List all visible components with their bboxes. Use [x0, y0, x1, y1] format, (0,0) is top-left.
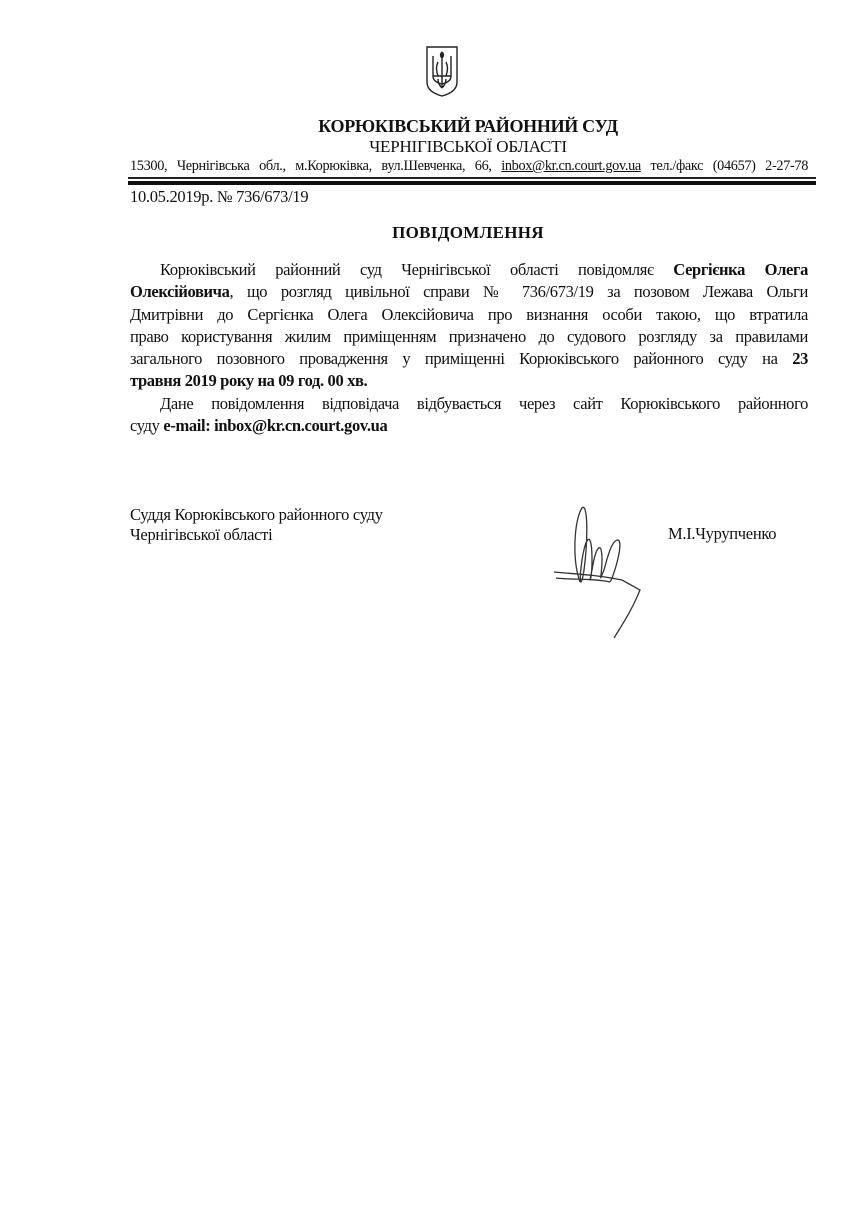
body-line [130, 370, 808, 392]
judge-position-line1: Суддя Корюківського районного суду [130, 505, 383, 524]
court-name: КОРЮКІВСЬКИЙ РАЙОННИЙ СУД [318, 116, 618, 136]
body-line [130, 415, 808, 437]
body-text: загального позовного провадження у приміщенні Корюківського районного суду на [130, 349, 793, 369]
judge-name: М.І.Чурупченко [668, 524, 777, 543]
bold-text: травня 2019 року на 09 год. 00 хв. [130, 371, 368, 391]
court-address [130, 158, 808, 175]
body-text: право користування жилим приміщенням призначено до судового розгляду за правилами [130, 326, 808, 346]
header-divider-thin [128, 177, 816, 179]
court-region: ЧЕРНІГІВСЬКОЇ ОБЛАСТІ [369, 137, 567, 156]
bold-text: e-mail: inbox@kr.cn.court.gov.ua [163, 416, 388, 436]
trident-emblem-icon [424, 44, 460, 98]
body-line [130, 393, 808, 415]
bold-text: Олексійовича [130, 282, 230, 302]
body-text: Дмитрівни до Сергієнка Олега Олексійовича про визнання особи такою, що втратила [130, 304, 808, 324]
address-text: 15300, Чернігівська обл., м.Корюківка, вул.Шевченка, 66, [130, 158, 502, 174]
document-title: ПОВІДОМЛЕННЯ [392, 223, 544, 242]
body-text: Дане повідомлення відповідача відбувається через сайт Корюківського районного [160, 393, 808, 413]
bold-text: Сергієнка Олега [673, 260, 809, 279]
body-line [130, 304, 808, 326]
body-line [130, 281, 808, 303]
body-line [130, 259, 808, 281]
header-divider-thick [128, 181, 816, 185]
notice-body [130, 259, 808, 437]
bold-text: 23 [792, 349, 808, 369]
judge-position [130, 505, 383, 545]
handwritten-signature [552, 500, 647, 640]
phone-text: тел./факс (04657) 2-27-78 [640, 158, 808, 174]
document-reference: 10.05.2019р. № 736/673/19 [130, 187, 309, 206]
body-text: суду [130, 416, 164, 436]
body-line [130, 326, 808, 348]
judge-position-line2: Чернігівської області [130, 525, 273, 544]
body-text: , що розгляд цивільної справи № 736/673/19 за позовом Лежава Ольги [229, 282, 808, 302]
court-email-link[interactable]: inbox@kr.cn.court.gov.ua [501, 158, 641, 174]
body-text: Корюківський районний суд Чернігівської області повідомляє [160, 260, 674, 279]
body-line [130, 348, 808, 370]
